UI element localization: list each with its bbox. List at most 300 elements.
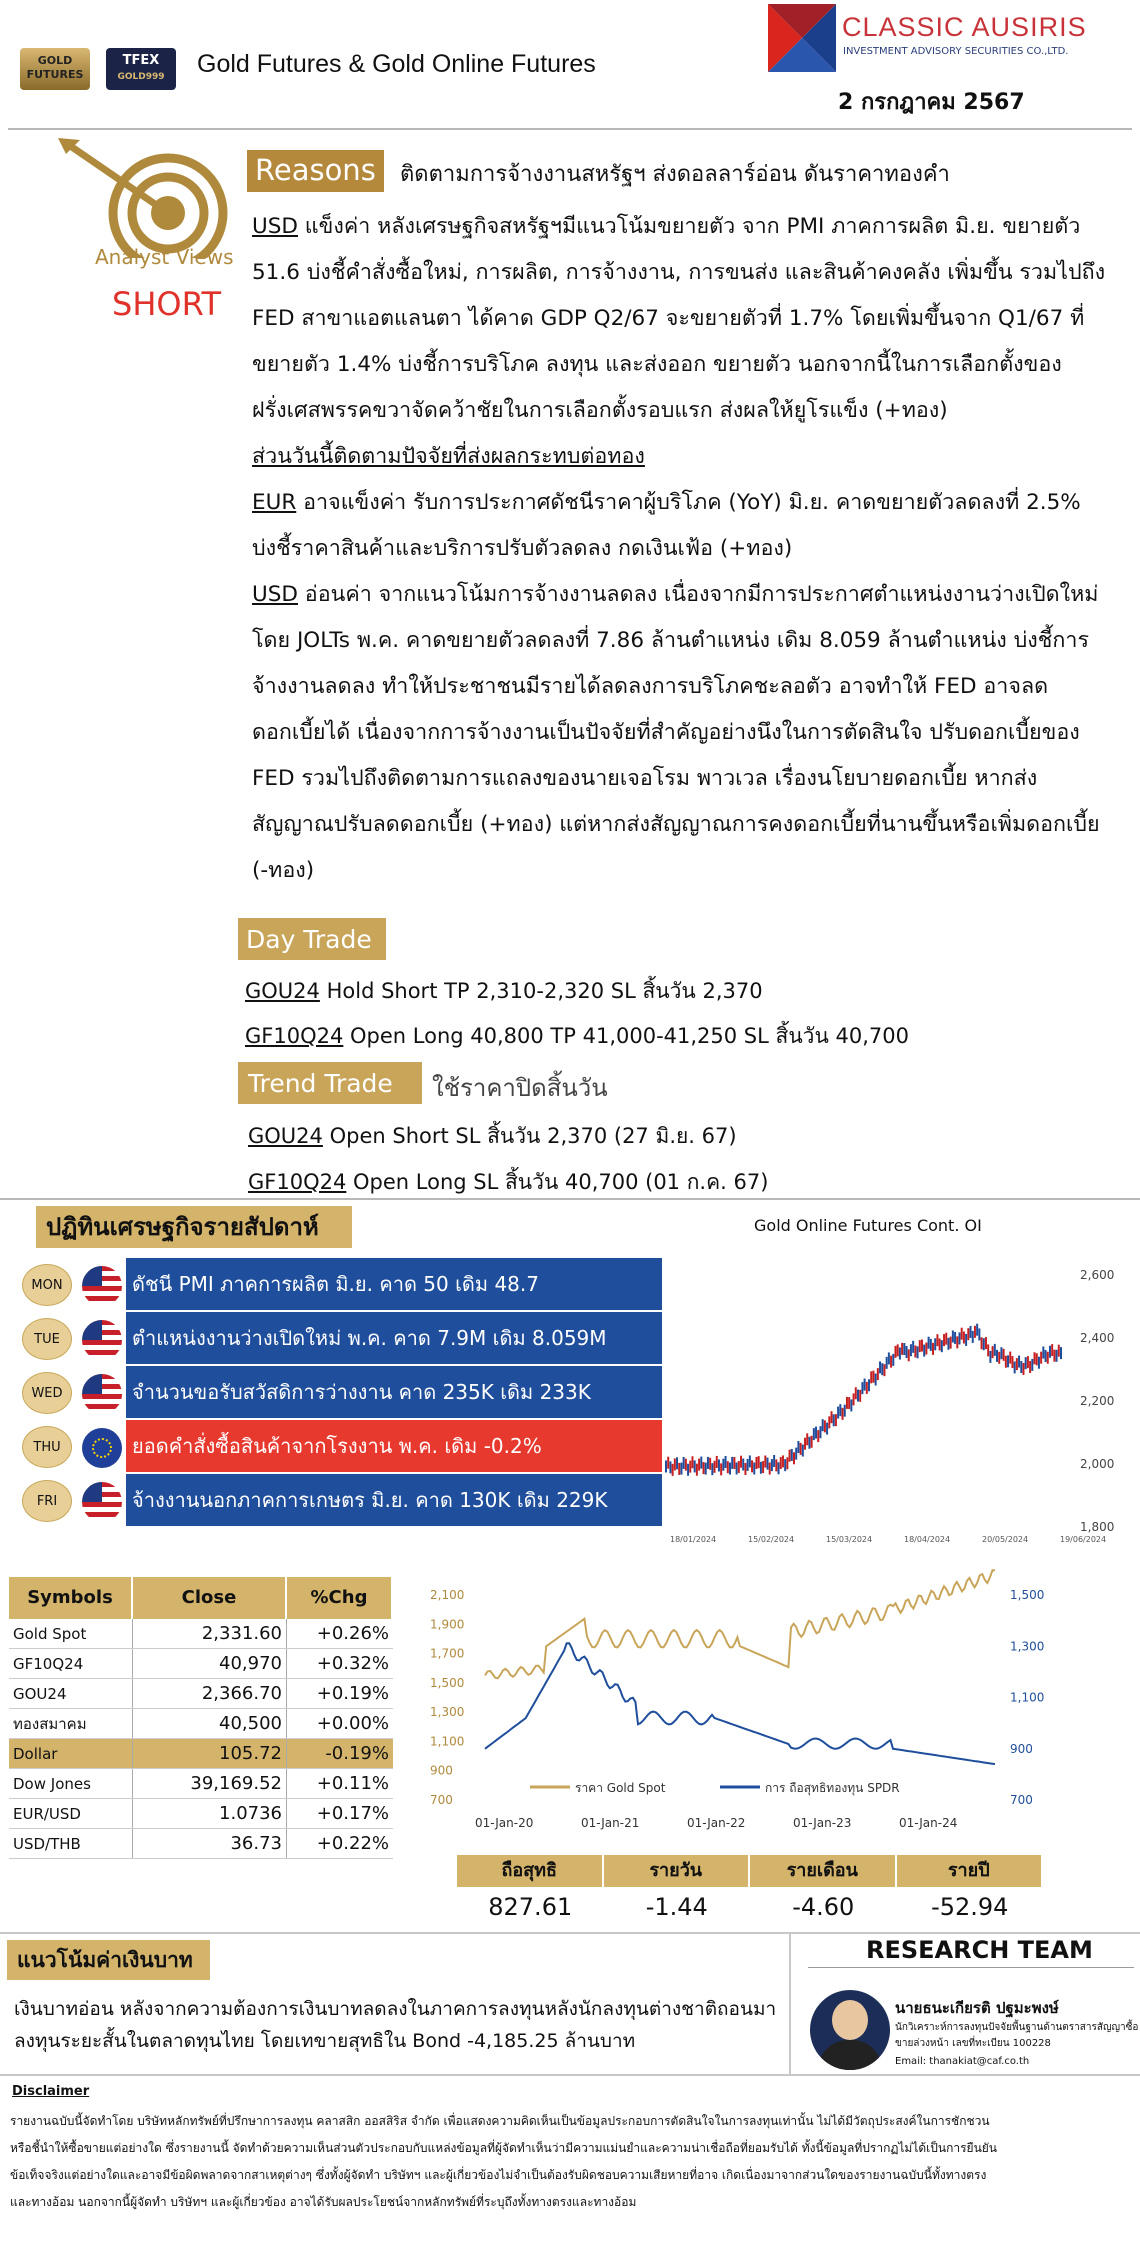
table-row (9, 1799, 393, 1829)
calendar-event: ดัชนี PMI ภาคการผลิต มิ.ย. คาด 50 เดิม 48.7 (126, 1258, 662, 1310)
candle (899, 1347, 901, 1359)
x-tick-label: 19/06/2024 (1060, 1535, 1107, 1544)
analyst-license: ขายล่วงหน้า เลขที่ทะเบียน 100228 (895, 2038, 1051, 2049)
candle (989, 1351, 991, 1363)
research-divider (808, 1967, 1134, 1968)
brand-name: CLASSIC AUSIRIS (842, 12, 1087, 42)
candle (698, 1459, 700, 1471)
spdr-header-cell: ถือสุทธิ (457, 1855, 604, 1887)
candle (1000, 1347, 1002, 1359)
candle (950, 1337, 952, 1349)
candle (808, 1437, 810, 1449)
reasons-headline: ติดตามการจ้างงานสหรัฐฯ ส่งดอลลาร์อ่อน ดันราคาทองคำ (400, 162, 950, 187)
candle (1029, 1361, 1031, 1373)
candle (963, 1332, 965, 1344)
candle (762, 1461, 764, 1473)
candle (669, 1461, 671, 1473)
candle (725, 1456, 727, 1468)
table-cell: +0.32% (316, 1653, 389, 1674)
analyst-name: นายธนะเกียรติ ปฐมะพงษ์ (895, 1999, 1059, 2017)
candle (919, 1340, 921, 1352)
day-badge-fri: FRI (22, 1480, 72, 1522)
candle (667, 1457, 669, 1469)
target-icon (58, 138, 248, 258)
analyst-avatar (810, 1990, 890, 2070)
y-left-tick: 1,100 (430, 1734, 465, 1749)
candle (956, 1336, 958, 1348)
spdr-header-cell: รายวัน (604, 1855, 751, 1887)
candle (890, 1356, 892, 1368)
candle (800, 1443, 802, 1455)
candle (678, 1463, 680, 1475)
candle (755, 1457, 757, 1469)
candle (892, 1354, 894, 1366)
candle (705, 1463, 707, 1475)
candle (696, 1464, 698, 1476)
table-row (9, 1619, 393, 1649)
spdr-value: -1.44 (645, 1893, 708, 1921)
candle (822, 1419, 824, 1431)
candle (1027, 1356, 1029, 1368)
candle (806, 1433, 808, 1445)
candle (795, 1448, 797, 1460)
table-cell: Dow Jones (9, 1769, 133, 1798)
table-row (9, 1649, 393, 1679)
candle (930, 1339, 932, 1351)
candle (888, 1352, 890, 1364)
y-left-tick: 2,100 (430, 1588, 465, 1602)
trend-trade-line-2: GF10Q24 Open Long SL สิ้นวัน 40,700 (01 ก.ค. 67) (248, 1170, 769, 1194)
candle (917, 1346, 919, 1358)
baht-line-1: เงินบาทอ่อน หลังจากความต้องการเงินบาทลดลงในภาคการลงทุนหลังนักลงทุนต่างชาติถอนมา (14, 1998, 777, 2020)
candle (994, 1344, 996, 1356)
candle (943, 1334, 945, 1346)
legend-spdr-label: การ ถือสุทธิทองทุน SPDR (765, 1781, 900, 1795)
candle (753, 1462, 755, 1474)
candle (1014, 1361, 1016, 1373)
day-trade-line-2: GF10Q24 Open Long 40,800 TP 41,000-41,250 SL สิ้นวัน 40,700 (245, 1024, 909, 1048)
table-cell: EUR/USD (9, 1799, 133, 1828)
research-team-title: RESEARCH TEAM (866, 1936, 1093, 1964)
x-tick-label: 18/04/2024 (904, 1535, 951, 1544)
calendar-event: ยอดคำสั่งซื้อสินค้าจากโรงงาน พ.ค. เดิม -0.2% (126, 1420, 662, 1472)
candle (815, 1427, 817, 1439)
candle (970, 1326, 972, 1338)
candle (786, 1457, 788, 1469)
candle (857, 1390, 859, 1402)
table-cell: +0.19% (316, 1683, 389, 1704)
table-header-cell: Close (133, 1577, 287, 1619)
us-flag-icon (82, 1374, 122, 1414)
candle (784, 1459, 786, 1471)
calendar-event: ตำแหน่งงานว่างเปิดใหม่ พ.ค. คาด 7.9M เดิม 8.059M (126, 1312, 662, 1364)
candle (961, 1328, 963, 1340)
table-cell: 2,331.60 (133, 1619, 287, 1648)
analyst-email: Email: thanakiat@caf.co.th (895, 2056, 1030, 2067)
day-badge-thu: THU (22, 1426, 72, 1468)
candle (691, 1456, 693, 1468)
candle (782, 1455, 784, 1467)
spdr-value: -4.60 (792, 1893, 855, 1921)
y-left-tick: 1,700 (430, 1646, 465, 1661)
candle (764, 1456, 766, 1468)
candle (826, 1423, 828, 1435)
table-cell: 1.0736 (133, 1799, 287, 1828)
candle (992, 1346, 994, 1358)
candle (1036, 1353, 1038, 1365)
candle (1045, 1350, 1047, 1362)
divider-vertical (789, 1934, 791, 2074)
candle (685, 1459, 687, 1471)
candle (998, 1352, 1000, 1364)
candle (908, 1349, 910, 1361)
candle (848, 1397, 850, 1409)
candle (1051, 1344, 1053, 1356)
table-row (9, 1739, 393, 1769)
candle (941, 1340, 943, 1352)
y-left-tick: 1,900 (430, 1617, 465, 1632)
candle (711, 1463, 713, 1475)
table-row (9, 1709, 393, 1739)
candle (868, 1379, 870, 1391)
y-tick-label: 2,600 (1080, 1268, 1115, 1282)
baht-line-2: ลงทุนระยะสั้นในตลาดทุนไทย โดยเทขายสุทธิใน Bond -4,185.25 ล้านบาท (14, 2030, 636, 2052)
candle (978, 1328, 980, 1340)
x-tick-label: 20/05/2024 (982, 1535, 1029, 1544)
candle (936, 1334, 938, 1346)
candle (853, 1393, 855, 1405)
calendar-title: ปฏิทินเศรษฐกิจรายสัปดาห์ (36, 1206, 352, 1248)
gold-spdr-chart (430, 1565, 1050, 1835)
candle (828, 1416, 830, 1428)
candle (914, 1345, 916, 1357)
candle (683, 1457, 685, 1469)
candle (965, 1334, 967, 1346)
candle (928, 1337, 930, 1349)
reasons-tag: Reasons (247, 150, 384, 192)
candle (789, 1450, 791, 1462)
table-header-cell: %Chg (287, 1577, 393, 1619)
candle (906, 1346, 908, 1358)
trend-trade-line-1: GOU24 Open Short SL สิ้นวัน 2,370 (27 มิ.ย. 67) (248, 1124, 737, 1148)
table-cell: +0.11% (316, 1773, 389, 1794)
table-row (9, 1769, 393, 1799)
candle (817, 1430, 819, 1442)
candle (875, 1373, 877, 1385)
candle (952, 1330, 954, 1342)
candle (824, 1420, 826, 1432)
x-tick-label: 18/01/2024 (670, 1535, 717, 1544)
gold-futures-logo: GOLD FUTURES (20, 48, 90, 90)
legend-gold-label: ราคา Gold Spot (575, 1781, 666, 1795)
y-left-tick: 1,300 (430, 1705, 465, 1720)
table-cell: -0.19% (325, 1743, 389, 1764)
candle (700, 1457, 702, 1469)
candle (780, 1457, 782, 1469)
x-tick-label: 01-Jan-24 (899, 1816, 958, 1830)
candle (742, 1459, 744, 1471)
candle (1009, 1352, 1011, 1364)
candle (861, 1382, 863, 1394)
candle (775, 1459, 777, 1471)
candle (859, 1390, 861, 1402)
calendar-event: จำนวนขอรับสวัสดิการว่างงาน คาด 235K เดิม 233K (126, 1366, 662, 1418)
candle (1005, 1356, 1007, 1368)
candle (1018, 1356, 1020, 1368)
day-badge-mon: MON (22, 1264, 72, 1306)
candle (923, 1345, 925, 1357)
candle (1060, 1347, 1062, 1359)
candle (736, 1463, 738, 1475)
table-cell: ทองสมาคม (9, 1709, 133, 1738)
candle (833, 1414, 835, 1426)
table-cell: GF10Q24 (9, 1649, 133, 1678)
candle (703, 1462, 705, 1474)
candle (722, 1459, 724, 1471)
x-tick-label: 15/03/2024 (826, 1535, 873, 1544)
candle (1038, 1357, 1040, 1369)
candle (718, 1459, 720, 1471)
eu-flag-icon (82, 1428, 122, 1468)
candle (976, 1324, 978, 1336)
candle (839, 1404, 841, 1416)
table-cell: +0.22% (316, 1833, 389, 1854)
table-cell: 40,970 (133, 1649, 287, 1678)
y-tick-label: 2,000 (1080, 1457, 1115, 1471)
candle (804, 1438, 806, 1450)
candle (866, 1382, 868, 1394)
candle (1056, 1350, 1058, 1362)
candle (1020, 1361, 1022, 1373)
candle (1007, 1355, 1009, 1367)
candle (932, 1343, 934, 1355)
candle (813, 1428, 815, 1440)
candle (872, 1371, 874, 1383)
candle (1053, 1350, 1055, 1362)
day-badge-tue: TUE (22, 1318, 72, 1360)
trend-trade-tag: Trend Trade (238, 1062, 422, 1104)
spdr-header-cell: รายปี (897, 1855, 1044, 1887)
section-divider (0, 1198, 1140, 1200)
table-cell: GOU24 (9, 1679, 133, 1708)
table-row (9, 1679, 393, 1709)
table-cell: 36.73 (133, 1829, 287, 1858)
candle (846, 1397, 848, 1409)
candle (819, 1426, 821, 1438)
spdr-line (485, 1643, 995, 1764)
candle (886, 1357, 888, 1369)
candle (1049, 1346, 1051, 1358)
gold-spot-line (485, 1570, 995, 1678)
candle (972, 1331, 974, 1343)
candle (842, 1408, 844, 1420)
candle (910, 1344, 912, 1356)
spdr-header-cell: รายเดือน (750, 1855, 897, 1887)
candle (996, 1350, 998, 1362)
candle (981, 1337, 983, 1349)
table-cell: Dollar (9, 1739, 133, 1768)
spdr-values (457, 1887, 1043, 1927)
candle (1040, 1352, 1042, 1364)
candle (714, 1461, 716, 1473)
candle (689, 1461, 691, 1473)
candle (883, 1364, 885, 1376)
candle (974, 1326, 976, 1338)
y-right-tick: 1,500 (1010, 1588, 1045, 1602)
candle (921, 1340, 923, 1352)
candle (744, 1463, 746, 1475)
candle (983, 1338, 985, 1350)
divider-lower (0, 1932, 1140, 1934)
candle (864, 1379, 866, 1391)
market-table (9, 1577, 393, 1859)
candle (716, 1456, 718, 1468)
baht-tag: แนวโน้มค่าเงินบาท (7, 1940, 210, 1980)
candle (925, 1343, 927, 1355)
candle (844, 1405, 846, 1417)
candle (769, 1463, 771, 1475)
candle (778, 1462, 780, 1474)
candle (767, 1458, 769, 1470)
candle (987, 1344, 989, 1356)
analyst-view-short: SHORT (112, 285, 222, 323)
candle (954, 1332, 956, 1344)
candle (738, 1461, 740, 1473)
market-table-header (9, 1577, 393, 1619)
candle (793, 1452, 795, 1464)
candle (758, 1456, 760, 1468)
table-cell: 39,169.52 (133, 1769, 287, 1798)
y-tick-label: 1,800 (1080, 1520, 1115, 1534)
candle (771, 1459, 773, 1471)
table-cell: 105.72 (133, 1739, 287, 1768)
y-tick-label: 2,400 (1080, 1331, 1115, 1345)
candle (1025, 1357, 1027, 1369)
disclaimer-title: Disclaimer (12, 2084, 90, 2099)
candle (709, 1458, 711, 1470)
candle (1058, 1345, 1060, 1357)
y-left-tick: 1,500 (430, 1675, 465, 1690)
candle (740, 1456, 742, 1468)
candle (881, 1363, 883, 1375)
candle (877, 1368, 879, 1380)
spdr-summary (457, 1855, 1043, 1927)
candle (1016, 1358, 1018, 1370)
candle (749, 1455, 751, 1467)
candle (879, 1361, 881, 1373)
header-divider (8, 128, 1132, 130)
y-tick-label: 2,200 (1080, 1394, 1115, 1408)
page-title: Gold Futures & Gold Online Futures (197, 50, 596, 78)
candle (811, 1436, 813, 1448)
disclaimer-text: รายงานฉบับนี้จัดทำโดย บริษัทหลักทรัพย์ที่ปรึกษาการลงทุน คลาสสิก ออสสิริส จำกัด เพื่อแสดงความคิดเห็นเป็นข้อมูลประกอบการตัดสินใจในการลงทุนเท่านั้น ไม่ได้มีวัตถุประสงค์ในการชักชวน หรือชี้นำให้ซื้อขายแต่อย่างใด ซึ่งรายงานนี้ จัดทำด้วยความเห็นส่วนตัวประกอบกับแหล่งข้อมูลที่ผู้จัดทำเห็นว่ามีความแม่นยำและความน่าเชื่อถือที่ยอมรับได้ ทั้งนี้ข้อมูลที่ปรากฏไม่ได้เป็นการยืนยัน ข้อเท็จจริงแต่อย่างใดและอาจมีข้อผิดพลาดจากสาเหตุต่างๆ ซึ่งทั้งผู้จัดทำ บริษัทฯ และผู้เกี่ยวข้องไม่จำเป็นต้องรับผิดชอบความเสียหายที่อาจ เกิดเนื่องมาจากส่วนใดของรายงานฉบับนี้ทั้งทางตรง และทางอ้อม นอกจากนี้ผู้จัดทำ บริษัทฯ และผู้เกี่ยวข้อง อาจได้รับผลประโยชน์จากหลักทรัพย์ที่ระบุถึงทั้งทางตรงและทางอ้อม (10, 2114, 997, 2209)
candle (747, 1459, 749, 1471)
candle (727, 1461, 729, 1473)
divider-disclaimer (0, 2074, 1140, 2076)
us-flag-icon (82, 1266, 122, 1306)
x-tick-label: 01-Jan-20 (475, 1816, 534, 1830)
candle (674, 1458, 676, 1470)
candle (958, 1332, 960, 1344)
y-right-tick: 1,300 (1010, 1639, 1045, 1654)
candle (831, 1411, 833, 1423)
candle (1011, 1356, 1013, 1368)
candle (837, 1407, 839, 1419)
chart1-title: Gold Online Futures Cont. OI (754, 1216, 982, 1235)
y-right-tick: 700 (1010, 1793, 1033, 1807)
us-flag-icon (82, 1320, 122, 1360)
us-flag-icon (82, 1482, 122, 1522)
table-header-cell: Symbols (9, 1577, 133, 1619)
spdr-header (457, 1855, 1043, 1887)
candle (912, 1341, 914, 1353)
candle (773, 1455, 775, 1467)
candle (870, 1371, 872, 1383)
table-cell: 2,366.70 (133, 1679, 287, 1708)
spdr-value: -52.94 (931, 1893, 1009, 1921)
candle (802, 1445, 804, 1457)
candle (945, 1333, 947, 1345)
table-cell: 40,500 (133, 1709, 287, 1738)
reasons-paragraph: USD แข็งค่า หลังเศรษฐกิจสหรัฐฯมีแนวโน้มขยายตัว จาก PMI ภาคการผลิต มิ.ย. ขยายตัว 51.6 บ่งชี้คำสั่งซื้อใหม่, การผลิต, การจ้างงาน, การขนส่ง และสินค้าคงคลัง เพิ่มขึ้น รวมไปถึง FED สาขาแอตแลนตา ได้คาด GDP Q2/67 จะขยายตัวที่ 1.7% โดยเพิ่มขึ้นจาก Q1/67 ที่ ขยายตัว 1.4% บ่งชี้การบริโภค ลงทุน และส่งออก ขยายตัว นอกจากนี้ในการเลือกตั้งของ ฝรั่งเศสพรรคขวาจัดคว้าชัยในการเลือกตั้งรอบแรก ส่งผลให้ยูโรแข็ง (+ทอง) ส่วนวันนี้ติดตามปัจจัยที่ส่งผลกระทบต่อทอง EUR อาจแข็งค่า รับการประกาศดัชนีราคาผู้บริโภค (YoY) มิ.ย. คาดขยายตัวลดลงที่ 2.5% บ่งชี้ราคาสินค้าและบริการปรับตัวลดลง กดเงินเฟ้อ (+ทอง) USD อ่อนค่า จากแนวโน้มการจ้างงานลดลง เนื่องจากมีการประกาศตำแหน่งงานว่างเปิดใหม่ โดย JOLTs พ.ค. คาดขยายตัวลดลงที่ 7.86 ล้านตำแหน่ง เดิม 8.059 ล้านตำแหน่ง บ่งชี้การ จ้างงานลดลง ทำให้ประชาชนมีรายได้ลดลงการบริโภคชะลอตัว อาจทำให้ FED อาจลด ดอกเบี้ยได้ เนื่องจากการจ้างงานเป็นปัจจัยที่สำคัญอย่างนึงในการตัดสินใจ ปรับดอกเบี้ยของ FED รวมไปถึงติดตามการแถลงของนายเจอโรม พาวเวล เรื่องนโยบายดอกเบี้ย หากส่ง สัญญาณปรับลดดอกเบี้ย (+ทอง) แต่หากส่งสัญญาณการคงดอกเบี้ยที่นานขึ้นหรือเพิ่มดอกเบี้ย (-ทอง) (252, 214, 1106, 883)
candle (901, 1343, 903, 1355)
table-cell: +0.00% (316, 1713, 389, 1734)
candle (897, 1344, 899, 1356)
candle (680, 1463, 682, 1475)
candle (694, 1460, 696, 1472)
table-cell: Gold Spot (9, 1619, 133, 1648)
x-tick-label: 01-Jan-21 (581, 1816, 640, 1830)
candle (985, 1337, 987, 1349)
candle (733, 1457, 735, 1469)
candle (797, 1441, 799, 1453)
y-left-tick: 900 (430, 1763, 453, 1778)
candle (1022, 1363, 1024, 1375)
candle (665, 1460, 667, 1472)
trend-trade-note: ใช้ราคาปิดสิ้นวัน (432, 1074, 608, 1102)
y-right-tick: 1,100 (1010, 1690, 1045, 1705)
candle (947, 1338, 949, 1350)
candle (1047, 1352, 1049, 1364)
y-left-tick: 700 (430, 1793, 453, 1807)
brand-subtitle: INVESTMENT ADVISORY SECURITIES CO.,LTD. (843, 46, 1069, 57)
day-badge-wed: WED (22, 1372, 72, 1414)
candle (676, 1457, 678, 1469)
x-tick-label: 15/02/2024 (748, 1535, 795, 1544)
table-cell: USD/THB (9, 1829, 133, 1858)
candle (934, 1338, 936, 1350)
y-right-tick: 900 (1010, 1741, 1033, 1756)
candle (903, 1343, 905, 1355)
candle (731, 1457, 733, 1469)
table-row (9, 1829, 393, 1859)
candle (1042, 1347, 1044, 1359)
candle (850, 1399, 852, 1411)
table-cell: +0.26% (316, 1623, 389, 1644)
spdr-value: 827.61 (488, 1893, 573, 1921)
candle (1034, 1352, 1036, 1364)
candle (967, 1328, 969, 1340)
candle (1003, 1349, 1005, 1361)
candle (939, 1339, 941, 1351)
candle (672, 1464, 674, 1476)
report-date: 2 กรกฎาคม 2567 (838, 90, 1025, 115)
candle (1031, 1359, 1033, 1371)
brand-logo-mark (768, 4, 836, 72)
analyst-role: นักวิเคราะห์การลงทุนปัจจัยพื้นฐานด้านตราสารสัญญาซื้อ (895, 2022, 1139, 2033)
calendar-event: จ้างงานนอกภาคการเกษตร มิ.ย. คาด 130K เดิม 229K (126, 1474, 662, 1526)
candle (720, 1463, 722, 1475)
